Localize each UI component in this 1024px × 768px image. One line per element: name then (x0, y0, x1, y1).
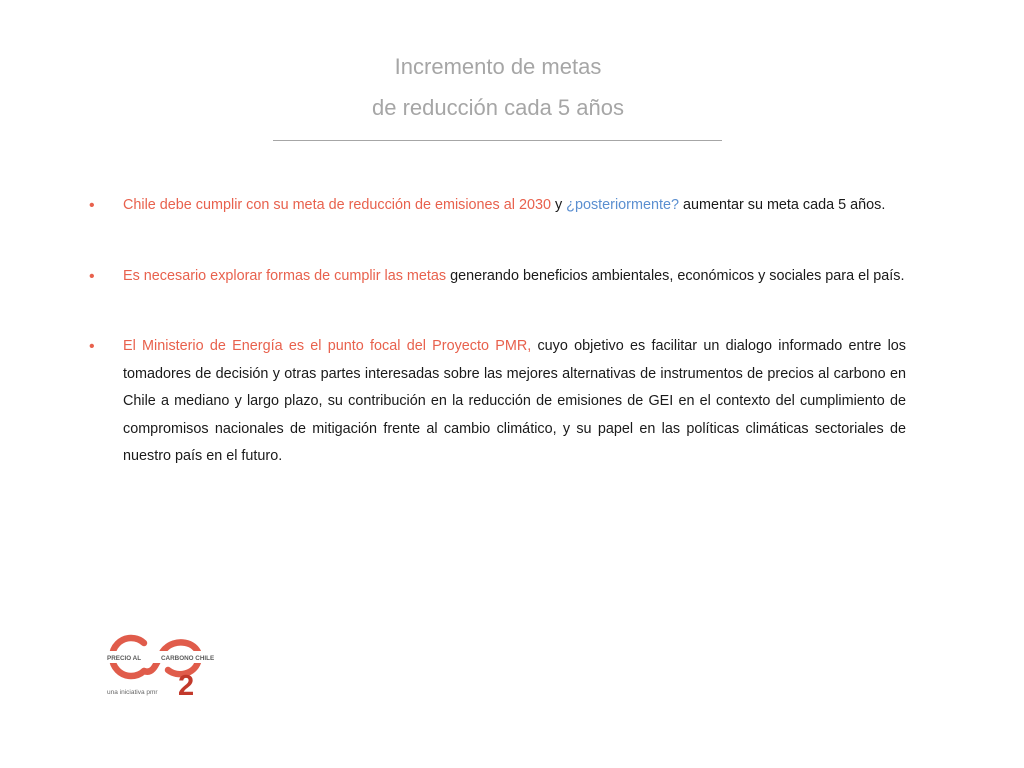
bullet-2-highlight: Es necesario explorar formas de cumplir las metas (123, 267, 447, 284)
bullet-1-connector: y (550, 197, 567, 213)
bullet-3-text: cuyo objetivo es facilitar un dialogo informado entre los tomadores de decisión y otras partes interesadas sobre las mejores alternativas de instrumentos de precios al carbono en Chile a mediano y largo plazo, su contribución en la reducción de emisiones de GEI en el contexto del cumplimiento de compromisos nacionales de mitigación frente al cambio climático, y su papel en las políticas climáticas sectoriales de nuestro país en el futuro. (123, 338, 906, 464)
logo-text-left: PRECIO AL (107, 655, 142, 662)
bullet-3-highlight: El Ministerio de Energía es el punto focal del Proyecto PMR, (123, 338, 532, 354)
bullet-1-text: aumentar su meta cada 5 años. (678, 197, 886, 213)
slide-title (274, 46, 722, 128)
bullet-item-1 (86, 192, 906, 220)
logo-tagline: una iniciativa pmr (107, 689, 158, 696)
title-line-2: de reducción cada 5 años (372, 95, 624, 120)
bullet-item-2 (86, 263, 906, 291)
bullet-1-question: ¿posteriormente? (566, 197, 679, 213)
bullet-item-3 (86, 333, 906, 471)
bullet-dot-icon: • (89, 267, 95, 285)
bullet-1-highlight: Chile debe cumplir con su meta de reducción de emisiones al 2030 (123, 197, 551, 213)
logo-subscript: 2 (178, 670, 195, 698)
precio-al-carbono-logo (106, 632, 218, 698)
logo-text-right: CARBONO CHILE (161, 655, 215, 662)
bullet-dot-icon: • (89, 338, 95, 355)
bullet-list (86, 192, 906, 471)
co2-logo-icon (106, 632, 218, 698)
bullet-2-text: generando beneficios ambientales, económicos y sociales para el país. (446, 267, 905, 284)
bullet-dot-icon: • (89, 197, 95, 214)
title-line-1: Incremento de metas (394, 54, 602, 79)
title-divider (273, 140, 722, 141)
